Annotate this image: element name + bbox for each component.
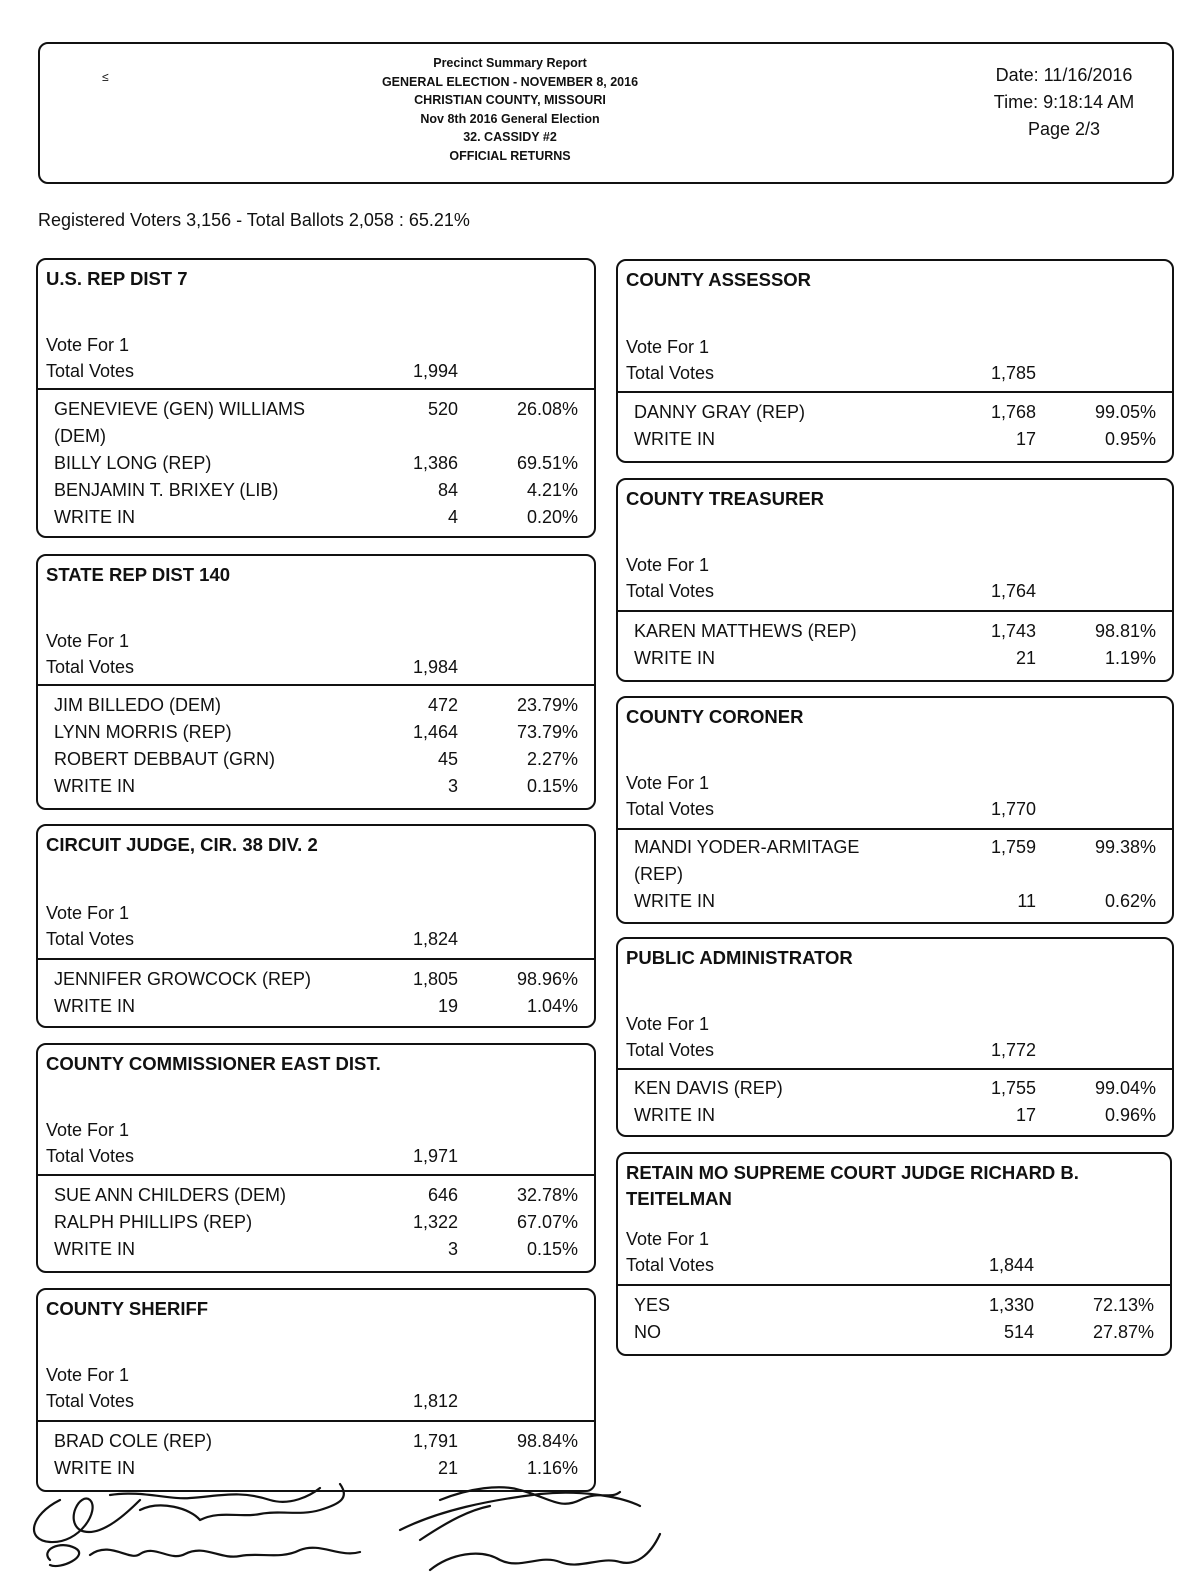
candidate-percent: 1.04% xyxy=(526,996,578,1016)
candidate-name: KEN DAVIS (REP) xyxy=(634,1078,783,1098)
candidate-votes: 17 xyxy=(1015,429,1036,449)
candidate-percent: 0.62% xyxy=(1104,891,1156,911)
candidate-name: JIM BILLEDO (DEM) xyxy=(54,695,222,715)
header-mark: ≤ xyxy=(102,70,109,84)
total-votes-value: 1,770 xyxy=(990,799,1036,819)
candidate-list xyxy=(634,618,1156,672)
candidate-percent: 1.16% xyxy=(526,1458,578,1478)
candidate-row xyxy=(54,1428,578,1455)
candidate-percent: 4.21% xyxy=(526,480,578,500)
candidate-votes: 1,768 xyxy=(990,402,1036,422)
option-percent: 27.87% xyxy=(1092,1322,1154,1342)
signature-stroke xyxy=(47,1545,360,1566)
total-votes-value: 1,971 xyxy=(412,1146,458,1166)
candidate-percent: 0.96% xyxy=(1104,1105,1156,1125)
candidate-list xyxy=(54,692,578,800)
separator xyxy=(38,684,594,686)
race-title: U.S. REP DIST 7 xyxy=(46,268,188,289)
race-title: COUNTY SHERIFF xyxy=(46,1298,209,1319)
candidate-row xyxy=(54,1182,578,1209)
separator xyxy=(618,391,1172,393)
vote-for-label: Vote For 1 xyxy=(46,335,130,355)
race-title: STATE REP DIST 140 xyxy=(46,564,231,585)
separator xyxy=(618,610,1172,612)
candidate-name: WRITE IN xyxy=(54,776,135,796)
candidate-row xyxy=(54,966,578,993)
option-percent: 72.13% xyxy=(1092,1295,1154,1315)
candidate-votes: 3 xyxy=(447,776,458,796)
option-votes: 1,330 xyxy=(988,1295,1034,1315)
total-votes-label: Total Votes xyxy=(46,657,135,677)
total-votes-value: 1,984 xyxy=(412,657,458,677)
report-title-block xyxy=(310,54,710,165)
candidate-row xyxy=(54,719,578,746)
total-votes-value: 1,844 xyxy=(988,1255,1034,1275)
candidate-percent: 98.81% xyxy=(1094,621,1156,641)
candidate-percent: 67.07% xyxy=(516,1212,578,1232)
candidate-votes: 19 xyxy=(437,996,458,1016)
candidate-row xyxy=(634,618,1156,645)
candidate-row xyxy=(634,645,1156,672)
candidate-name: WRITE IN xyxy=(634,891,715,911)
candidate-name: BRAD COLE (REP) xyxy=(54,1431,213,1451)
candidate-percent: 73.79% xyxy=(516,722,578,742)
candidate-row xyxy=(634,1102,1156,1129)
candidate-name: WRITE IN xyxy=(634,429,715,449)
separator xyxy=(38,388,594,390)
vote-for-label: Vote For 1 xyxy=(46,1365,130,1385)
candidate-percent: 99.05% xyxy=(1094,402,1156,422)
candidate-row xyxy=(54,773,578,800)
vote-for-label: Vote For 1 xyxy=(46,1120,130,1140)
race-title: RETAIN MO SUPREME COURT JUDGE RICHARD B. TEITELMAN xyxy=(626,1162,1079,1209)
candidate-percent: 2.27% xyxy=(526,749,578,769)
signature-stroke xyxy=(400,1487,640,1540)
option-name: NO xyxy=(634,1322,661,1342)
race-box-circuit-judge xyxy=(36,824,596,1028)
candidate-row xyxy=(634,1075,1156,1102)
candidate-percent: 69.51% xyxy=(516,453,578,473)
candidate-percent: 99.04% xyxy=(1094,1078,1156,1098)
race-title: PUBLIC ADMINISTRATOR xyxy=(626,947,853,968)
total-votes-label: Total Votes xyxy=(626,1040,715,1060)
total-votes-value: 1,812 xyxy=(412,1391,458,1411)
race-box-county-treasurer xyxy=(616,478,1174,682)
candidate-name: DANNY GRAY (REP) xyxy=(634,402,806,422)
candidate-list xyxy=(54,966,578,1020)
candidate-row xyxy=(54,993,578,1020)
candidate-votes: 1,759 xyxy=(990,837,1036,857)
candidate-votes: 1,805 xyxy=(412,969,458,989)
candidate-votes: 646 xyxy=(427,1185,458,1205)
candidate-votes: 4 xyxy=(447,507,458,527)
signature-stroke xyxy=(430,1534,660,1570)
precinct-name: 32. CASSIDY #2 xyxy=(463,130,557,144)
race-box-county-sheriff xyxy=(36,1288,596,1492)
race-title: CIRCUIT JUDGE, CIR. 38 DIV. 2 xyxy=(46,834,318,855)
vote-for-label: Vote For 1 xyxy=(626,773,710,793)
total-votes-value: 1,764 xyxy=(990,581,1036,601)
total-votes-label: Total Votes xyxy=(626,799,715,819)
total-votes-value: 1,994 xyxy=(412,361,458,381)
report-meta xyxy=(964,62,1164,143)
election-subtitle: Nov 8th 2016 General Election xyxy=(420,111,600,126)
candidate-votes: 1,791 xyxy=(412,1431,458,1451)
candidate-percent: 23.79% xyxy=(516,695,578,715)
candidate-votes: 472 xyxy=(427,695,458,715)
candidate-votes: 1,322 xyxy=(412,1212,458,1232)
candidate-list xyxy=(54,1182,578,1263)
candidate-votes: 520 xyxy=(427,399,458,419)
candidate-row xyxy=(54,1209,578,1236)
race-box-county-assessor xyxy=(616,259,1174,463)
candidate-votes: 11 xyxy=(1017,891,1036,911)
county-name: CHRISTIAN COUNTY, MISSOURI xyxy=(414,93,606,107)
voter-summary: Registered Voters 3,156 - Total Ballots 2,058 : 65.21% xyxy=(38,210,470,230)
candidate-name: ROBERT DEBBAUT (GRN) xyxy=(54,749,276,769)
candidate-name: JENNIFER GROWCOCK (REP) xyxy=(54,969,312,989)
candidate-votes: 21 xyxy=(1015,648,1036,668)
report-date: Date: 11/16/2016 xyxy=(995,65,1133,85)
candidate-percent: 0.20% xyxy=(526,507,578,527)
total-votes-label: Total Votes xyxy=(46,929,135,949)
candidate-row xyxy=(54,396,578,450)
vote-for-label: Vote For 1 xyxy=(626,337,710,357)
report-header xyxy=(38,42,1174,184)
total-votes-value: 1,772 xyxy=(990,1040,1036,1060)
candidate-percent: 0.95% xyxy=(1104,429,1156,449)
candidate-row xyxy=(54,1236,578,1263)
candidate-votes: 1,755 xyxy=(990,1078,1036,1098)
candidate-name: SUE ANN CHILDERS (DEM) xyxy=(54,1185,287,1205)
candidate-row xyxy=(54,504,578,531)
race-box-retain-supreme-court-judge xyxy=(616,1152,1172,1356)
candidate-list xyxy=(634,1292,1154,1346)
race-title: COUNTY CORONER xyxy=(626,706,804,727)
candidate-name: MANDI YODER-ARMITAGE (REP) xyxy=(634,837,860,884)
candidate-name: LYNN MORRIS (REP) xyxy=(54,722,232,742)
candidate-votes: 84 xyxy=(437,480,458,500)
option-row xyxy=(634,1319,1154,1346)
vote-for-label: Vote For 1 xyxy=(46,631,130,651)
candidate-row xyxy=(54,692,578,719)
race-box-county-coroner xyxy=(616,696,1174,924)
separator xyxy=(38,958,594,960)
candidate-votes: 3 xyxy=(447,1239,458,1259)
total-votes-label: Total Votes xyxy=(46,1391,135,1411)
race-box-county-commissioner-east xyxy=(36,1043,596,1273)
candidate-name: WRITE IN xyxy=(54,1458,135,1478)
candidate-votes: 1,464 xyxy=(412,722,458,742)
candidate-row xyxy=(54,450,578,477)
election-name: GENERAL ELECTION - NOVEMBER 8, 2016 xyxy=(381,74,639,89)
race-title: COUNTY ASSESSOR xyxy=(626,269,812,290)
vote-for-label: Vote For 1 xyxy=(626,1014,710,1034)
candidate-name: WRITE IN xyxy=(54,1239,135,1259)
candidate-name: BILLY LONG (REP) xyxy=(54,453,212,473)
candidate-percent: 98.84% xyxy=(516,1431,578,1451)
candidate-name: KAREN MATTHEWS (REP) xyxy=(634,621,857,641)
candidate-row xyxy=(634,834,1156,888)
candidate-name: WRITE IN xyxy=(634,1105,715,1125)
candidate-row xyxy=(634,399,1156,426)
returns-status: OFFICIAL RETURNS xyxy=(449,148,571,163)
signatures xyxy=(20,1470,700,1580)
candidate-name: WRITE IN xyxy=(54,996,135,1016)
race-title: COUNTY COMMISSIONER EAST DIST. xyxy=(46,1053,381,1074)
race-box-public-administrator xyxy=(616,937,1174,1137)
race-title: COUNTY TREASURER xyxy=(626,488,825,509)
candidate-percent: 32.78% xyxy=(516,1185,578,1205)
separator xyxy=(618,1068,1172,1070)
candidate-list xyxy=(54,396,578,531)
candidate-name: BENJAMIN T. BRIXEY (LIB) xyxy=(54,480,279,500)
total-votes-label: Total Votes xyxy=(626,363,715,383)
option-row xyxy=(634,1292,1154,1319)
candidate-list xyxy=(634,399,1156,453)
option-votes: 514 xyxy=(1003,1322,1034,1342)
total-votes-value: 1,824 xyxy=(412,929,458,949)
page-number: Page 2/3 xyxy=(1027,119,1101,139)
candidate-row xyxy=(634,888,1156,915)
total-votes-label: Total Votes xyxy=(626,581,715,601)
signature-stroke xyxy=(34,1484,344,1542)
total-votes-label: Total Votes xyxy=(46,1146,135,1166)
candidate-list xyxy=(634,834,1156,915)
separator xyxy=(618,828,1172,830)
vote-for-label: Vote For 1 xyxy=(626,555,710,575)
candidate-votes: 1,386 xyxy=(412,453,458,473)
candidate-votes: 45 xyxy=(437,749,458,769)
candidate-percent: 0.15% xyxy=(526,776,578,796)
candidate-name: RALPH PHILLIPS (REP) xyxy=(54,1212,253,1232)
candidate-votes: 1,743 xyxy=(990,621,1036,641)
candidate-name: GENEVIEVE (GEN) WILLIAMS (DEM) xyxy=(54,399,306,446)
candidate-percent: 0.15% xyxy=(526,1239,578,1259)
candidate-list xyxy=(634,1075,1156,1129)
candidate-name: WRITE IN xyxy=(54,507,135,527)
total-votes-label: Total Votes xyxy=(626,1255,715,1275)
race-box-us-rep-dist-7 xyxy=(36,258,596,538)
candidate-name: WRITE IN xyxy=(634,648,715,668)
candidate-row xyxy=(54,477,578,504)
separator xyxy=(38,1420,594,1422)
race-box-state-rep-dist-140 xyxy=(36,554,596,810)
candidate-percent: 98.96% xyxy=(516,969,578,989)
total-votes-label: Total Votes xyxy=(46,361,135,381)
report-time: Time: 9:18:14 AM xyxy=(993,92,1135,112)
report-title: Precinct Summary Report xyxy=(433,56,587,70)
candidate-percent: 1.19% xyxy=(1104,648,1156,668)
option-name: YES xyxy=(634,1295,671,1315)
separator xyxy=(618,1284,1170,1286)
candidate-row xyxy=(634,426,1156,453)
candidate-percent: 99.38% xyxy=(1094,837,1156,857)
vote-for-label: Vote For 1 xyxy=(626,1229,710,1249)
candidate-votes: 21 xyxy=(437,1458,458,1478)
total-votes-value: 1,785 xyxy=(990,363,1036,383)
vote-for-label: Vote For 1 xyxy=(46,903,130,923)
candidate-votes: 17 xyxy=(1015,1105,1036,1125)
candidate-row xyxy=(54,746,578,773)
separator xyxy=(38,1174,594,1176)
candidate-percent: 26.08% xyxy=(516,399,578,419)
